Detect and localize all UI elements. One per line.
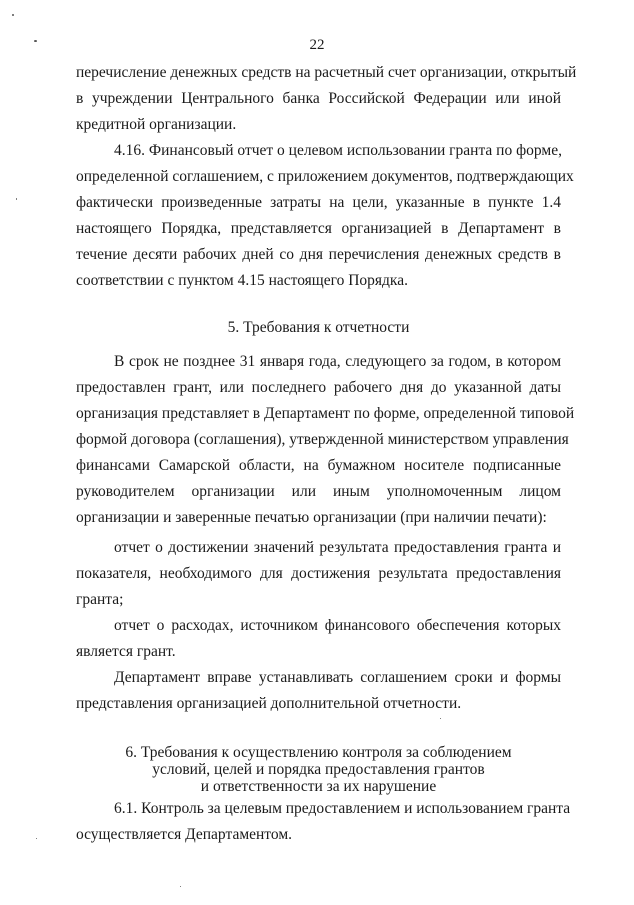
- text-line: соответствии с пунктом 4.15 настоящего Порядка.: [76, 272, 408, 289]
- text-line: организация представляет в Департамент по форме, определенной типовой: [76, 405, 575, 422]
- text-line: определенной соглашением, с приложением документов, подтверждающих: [76, 168, 574, 185]
- scan-speck: [36, 838, 37, 839]
- text-line: финансами Самарской области, на бумажном носителе подписанные: [76, 457, 561, 474]
- text-line: показателя, необходимого для достижения результата предоставления: [76, 565, 561, 582]
- text-line: представления организацией дополнительной отчетности.: [76, 695, 462, 712]
- section-title: 5. Требования к отчетности: [227, 319, 410, 336]
- section-title-line: условий, целей и порядка предоставления грантов: [152, 761, 485, 778]
- text-line: настоящего Порядка, представляется организацией в Департамент в: [76, 220, 561, 237]
- text-line: перечисление денежных средств на расчетный счет организации, открытый: [76, 64, 577, 81]
- text-line: предоставлен грант, или последнего рабочего дня до указанной даты: [76, 379, 561, 396]
- section-5-paragraph-2: [76, 535, 561, 613]
- paragraph-4-16: [76, 138, 574, 294]
- text-line: Департамент вправе устанавливать соглашением сроки и формы: [114, 669, 561, 686]
- text-line: отчет о достижении значений результата предоставления гранта и: [114, 539, 561, 556]
- text-line: отчет о расходах, источником финансового обеспечения которых: [114, 617, 561, 634]
- section-title-line: 6. Требования к осуществлению контроля за соблюдением: [125, 744, 512, 761]
- text-line: формой договора (соглашения), утвержденной министерством управления: [76, 431, 569, 448]
- section-5-paragraph-3: [76, 613, 561, 665]
- section-5-heading: [76, 318, 561, 338]
- text-line: 4.16. Финансовый отчет о целевом использовании гранта по форме,: [114, 142, 562, 159]
- text-line: является грант.: [76, 643, 176, 660]
- section-6-paragraph-1: [76, 796, 571, 848]
- text-line: течение десяти рабочих дней со дня перечисления денежных средств в: [76, 246, 561, 263]
- text-line: В срок не позднее 31 января года, следующего за годом, в котором: [114, 353, 561, 370]
- section-6-heading: [76, 744, 561, 795]
- scan-speck: [180, 886, 181, 887]
- text-line: организации и заверенные печатью организации (при наличии печати):: [76, 509, 547, 526]
- scan-speck: [16, 198, 17, 200]
- section-5-paragraph-1: [76, 349, 575, 531]
- text-line: руководителем организации или иным уполномоченным лицом: [76, 483, 561, 500]
- text-line: гранта;: [76, 591, 124, 608]
- section-5-paragraph-4: [76, 665, 561, 717]
- page-number: 22: [309, 37, 325, 53]
- scan-speck: [12, 14, 14, 16]
- text-line: кредитной организации.: [76, 116, 237, 133]
- text-line: фактически произведенные затраты на цели, указанные в пункте 1.4: [76, 194, 561, 211]
- text-line: осуществляется Департаментом.: [76, 826, 293, 843]
- text-line: в учреждении Центрального банка Российской Федерации или иной: [76, 90, 561, 107]
- section-title-line: и ответственности за их нарушение: [200, 778, 437, 795]
- scan-speck: [440, 718, 441, 719]
- paragraph-intro: [76, 60, 577, 138]
- text-line: 6.1. Контроль за целевым предоставлением и использованием гранта: [114, 800, 571, 817]
- scan-speck: [34, 40, 37, 42]
